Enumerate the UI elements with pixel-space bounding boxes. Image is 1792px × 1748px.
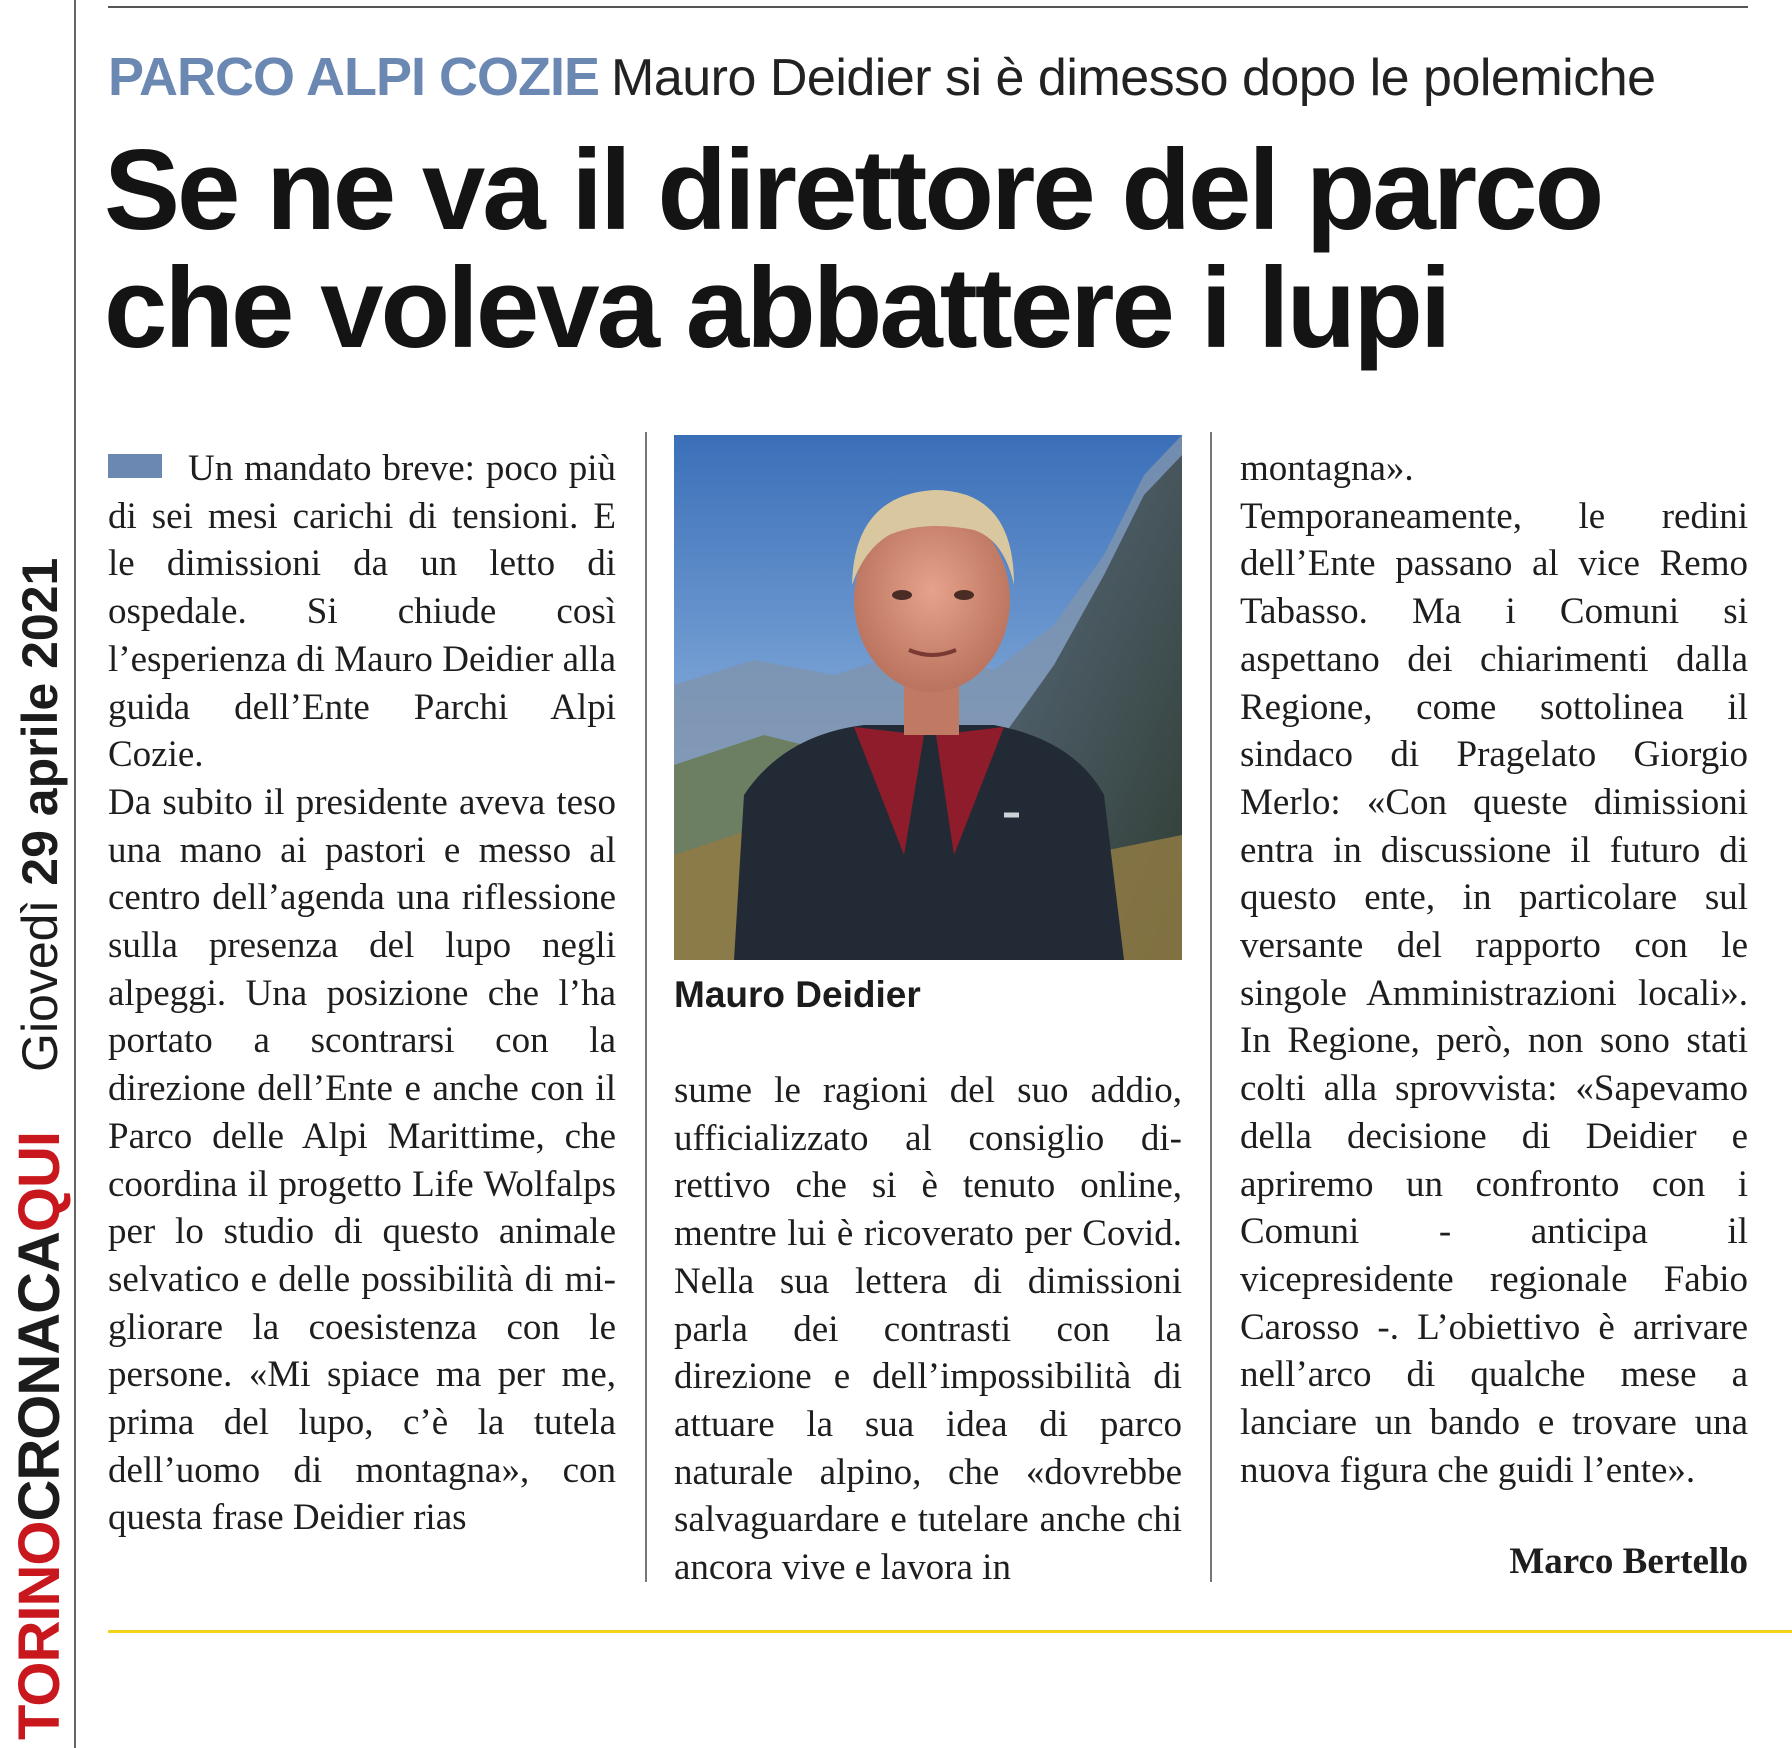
issue-date: Giovedì 29 aprile 2021 [12, 557, 68, 1072]
paragraph: Da subito il presidente aveva teso una mano ai pastori e messo al centro dell’agenda una riflessione sulla presenza del lupo negli alpeggi. Una posizione che l’ha portato a scontrarsi con la direzione dell’Ente e anche con il Parco delle Alpi Marittime, che coordina il progetto Life Wolfalps per lo studio di questo animale selvatico e delle possibilità di migliorare la coesistenza con le persone. «Mi spiace ma per me, prima del lupo, c’è la tutela dell’uomo di montagna», con questa frase Deidier rias [108, 781, 616, 1539]
side-masthead [7, 557, 72, 1740]
section-label: PARCO ALPI COZIE [108, 47, 600, 107]
paragraph: sume le ragioni del suo addio, ufficializzato al consiglio direttivo che si è tenuto online, mentre lui è ricoverato per Covid. Nella sua lettera di dimissioni parla dei contrasti con la direzione e dell’impossibilità di attuare la sua idea di parco naturale alpino, che «dovrebbe salvaguardare e tutelare anche chi ancora vive e lavora in [674, 1070, 1182, 1589]
article-column-2 [674, 1067, 1182, 1597]
subheadline: Mauro Deidier si è dimesso dopo le polemiche [611, 49, 1656, 107]
portrait-photo [674, 435, 1182, 960]
paragraph: montagna». [1240, 448, 1414, 489]
column-divider [1210, 432, 1212, 1582]
headline-line-1: Se ne va il direttore del parco [104, 127, 1602, 254]
bottom-rule [108, 1630, 1792, 1633]
article-column-3 [1240, 445, 1748, 1595]
headline [104, 127, 1764, 372]
lead-paragraph: Un mandato breve: poco più di sei mesi carichi di tensioni. E le dimissioni da un letto di ospedale. Si chiude così l’esperienza di Mauro Deidier alla guida dell’Ente Parchi Alpi Cozie. [108, 448, 616, 776]
top-rule [108, 6, 1748, 8]
kicker [108, 46, 1748, 116]
headline-line-2: che voleva abbattere i lupi [104, 245, 1449, 372]
left-margin-rule [74, 0, 76, 1748]
column-divider [645, 432, 647, 1582]
paragraph: Temporaneamente, le redini dell’Ente passano al vice Remo Tabasso. Ma i Comuni si aspettano dei chiarimenti dalla Regione, come sottolinea il sindaco di Pragelato Giorgio Merlo: «Con queste dimissioni entra in discussione il futuro di questo ente, in particolare sul versante del rapporto con le singole Amministrazioni locali». In Regione, però, non sono stati colti alla sprovvista: «Sapevamo della decisione di Deidier e apriremo un confronto con i Comuni - anticipa il vicepresidente regionale Fabio Carosso -. L’obiettivo è arrivare nell’arco di qualche mese a lanciare un bando e trovare una nuova figura che guidi l’ente». [1240, 495, 1748, 1491]
lead-marker-icon [108, 454, 162, 478]
article-column-1 [108, 445, 616, 1585]
author-byline: Marco Bertello [1509, 1541, 1748, 1582]
photo-caption: Mauro Deidier [674, 974, 921, 1015]
masthead-logo: TORINOCRONACAQUI [7, 1131, 72, 1740]
